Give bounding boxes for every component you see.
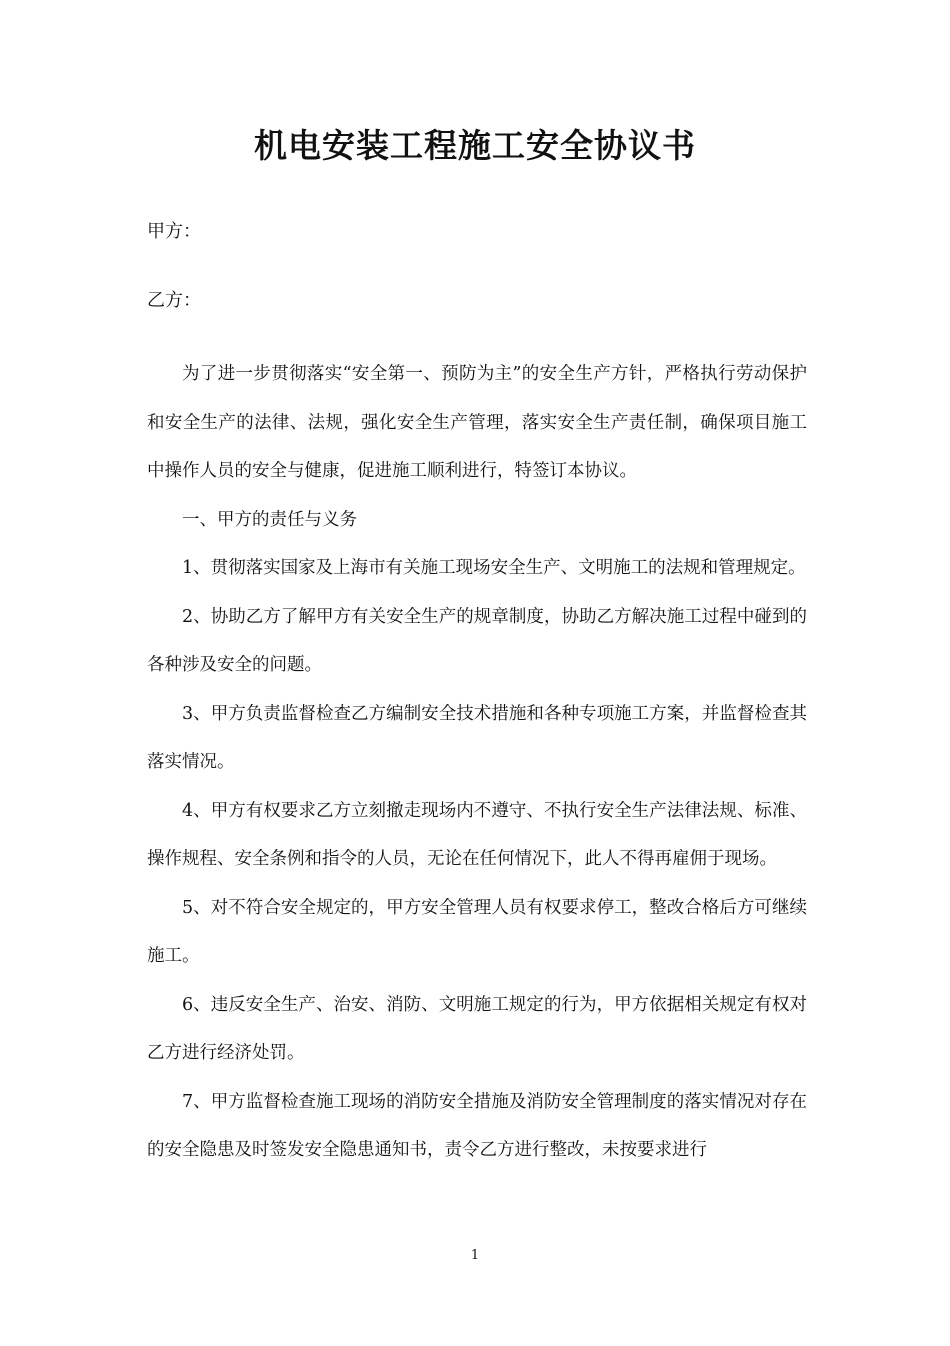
clause-paragraph: 4、甲方有权要求乙方立刻撤走现场内不遵守、不执行安全生产法律法规、标准、操作规程、安全条例和指令的人员，无论在任何情况下，此人不得再雇佣于现场。: [147, 800, 807, 869]
document-title: 机电安装工程施工安全协议书: [254, 126, 696, 165]
clause-paragraph: 7、甲方监督检查施工现场的消防安全措施及消防安全管理制度的落实情况对存在的安全隐患及时签发安全隐患通知书，责令乙方进行整改，未按要求进行: [147, 1091, 807, 1160]
clause-paragraph: 1、贯彻落实国家及上海市有关施工现场安全生产、文明施工的法规和管理规定。: [182, 558, 806, 578]
clause-paragraph: 6、违反安全生产、治安、消防、文明施工规定的行为，甲方依据相关规定有权对乙方进行经济处罚。: [147, 994, 807, 1063]
clause-paragraph: 5、对不符合安全规定的，甲方安全管理人员有权要求停工，整改合格后方可继续施工。: [147, 897, 807, 966]
section-heading: 一、甲方的责任与义务: [182, 509, 357, 530]
clause-paragraph: 3、甲方负责监督检查乙方编制安全技术措施和各种专项施工方案，并监督检查其落实情况。: [147, 703, 807, 772]
agreement-body: [147, 350, 807, 1175]
page-number: 1: [470, 1248, 480, 1263]
clause-paragraph: 2、协助乙方了解甲方有关安全生产的规章制度，协助乙方解决施工过程中碰到的各种涉及安全的问题。: [147, 606, 807, 675]
party-b-label: 乙方：: [147, 290, 201, 311]
party-a-label: 甲方：: [147, 221, 201, 242]
intro-paragraph: 为了进一步贯彻落实“安全第一、预防为主”的安全生产方针，严格执行劳动保护和安全生产的法律、法规，强化安全生产管理，落实安全生产责任制，确保项目施工中操作人员的安全与健康，促进施工顺利进行，特签订本协议。: [147, 364, 807, 481]
